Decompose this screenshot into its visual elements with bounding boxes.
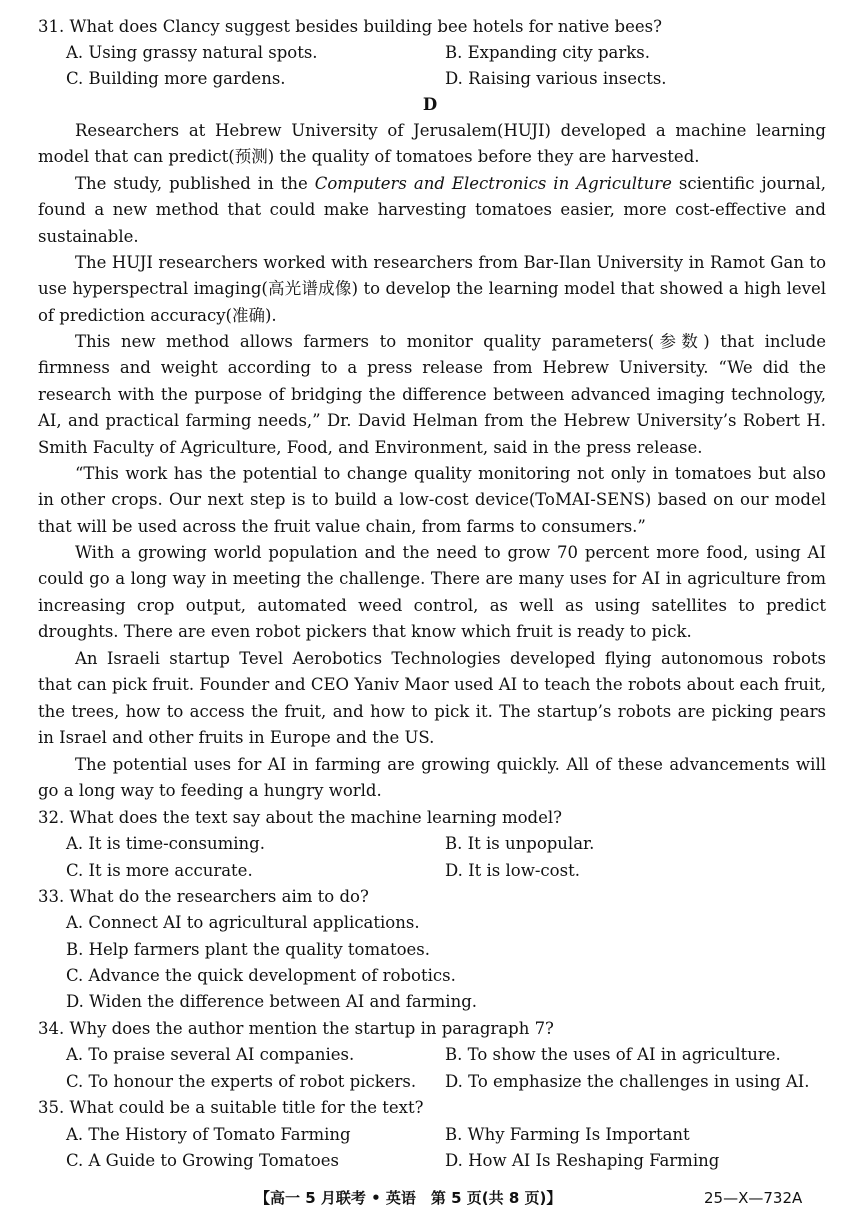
q33-option-a: A. Connect AI to agricultural applications. xyxy=(66,913,420,932)
passage-paragraph-6: With a growing world population and the need to grow 70 percent more food, using AI could go a long way in meeting the challenge. There are many uses for AI in agriculture from increasing crop output, automated weed control, as well as using satellites to predict droughts. There are even robot pickers that know which fruit is ready to pick. xyxy=(38,543,826,642)
passage-paragraph-7: An Israeli startup Tevel Aerobotics Technologies developed flying autonomous robots that can pick fruit. Founder and CEO Yaniv Maor used AI to teach the robots about each fruit, the trees, how to access the fruit, and how to pick it. The startup’s robots are picking pears in Israel and other fruits in Europe and the US. xyxy=(38,649,826,748)
passage-paragraph-1: Researchers at Hebrew University of Jerusalem(HUJI) developed a machine learning model that can predict(预测) the quality of tomatoes before they are harvested. xyxy=(38,121,826,167)
page-footer-code: 25—X—732A xyxy=(704,1189,803,1207)
q33-option-c: C. Advance the quick development of robotics. xyxy=(66,966,456,985)
q31-option-d: D. Raising various insects. xyxy=(445,69,667,88)
q34-option-d: D. To emphasize the challenges in using AI. xyxy=(445,1072,810,1091)
q32-option-b: B. It is unpopular. xyxy=(445,834,595,853)
q31-option-a: A. Using grassy natural spots. xyxy=(66,43,318,62)
paragraph-2-text-start: The study, published in the xyxy=(75,174,315,193)
section-label: D xyxy=(422,95,438,114)
q34-option-b: B. To show the uses of AI in agriculture. xyxy=(445,1045,781,1064)
q35-option-c: C. A Guide to Growing Tomatoes xyxy=(66,1151,339,1170)
q33-option-b: B. Help farmers plant the quality tomatoes. xyxy=(66,940,431,959)
passage-paragraph-2 xyxy=(38,171,826,250)
passage-paragraph-4: This new method allows farmers to monitor quality parameters(参数) that include firmness and weight according to a press release from Hebrew University. “We did the research with the purpose of bridging the difference between advanced imaging technology, AI, and practical farming needs,” Dr. David Helman from the Hebrew University’s Robert H. Smith Faculty of Agriculture, Food, and Environment, said in the press release. xyxy=(38,332,826,457)
paragraph-2-text-end: scientific journal, found a new method that could make harvesting tomatoes easier, more cost-effective and sustainable. xyxy=(38,174,826,246)
journal-name: Computers and Electronics in Agriculture xyxy=(314,174,672,193)
passage-paragraph-8: The potential uses for AI in farming are growing quickly. All of these advancements will go a long way to feeding a hungry world. xyxy=(38,755,826,801)
q34-option-c: C. To honour the experts of robot pickers. xyxy=(66,1072,417,1091)
q35-option-a: A. The History of Tomato Farming xyxy=(66,1125,351,1144)
q31-option-b: B. Expanding city parks. xyxy=(445,43,650,62)
passage-paragraph-3: The HUJI researchers worked with researchers from Bar-Ilan University in Ramot Gan to use hyperspectral imaging(高光谱成像) to develop the learning model that showed a high level of prediction accuracy(准确). xyxy=(38,253,826,325)
passage-paragraph-5: “This work has the potential to change quality monitoring not only in tomatoes but also in other crops. Our next step is to build a low-cost device(ToMAI-SENS) based on our model that will be used across the fruit value chain, from farms to consumers.” xyxy=(38,464,826,536)
q32-option-d: D. It is low-cost. xyxy=(445,861,580,880)
q35-option-b: B. Why Farming Is Important xyxy=(445,1125,690,1144)
q35-option-d: D. How AI Is Reshaping Farming xyxy=(445,1151,720,1170)
question-33: 33. What do the researchers aim to do? xyxy=(38,887,369,906)
q32-option-c: C. It is more accurate. xyxy=(66,861,253,880)
question-34: 34. Why does the author mention the startup in paragraph 7? xyxy=(38,1019,554,1038)
question-32: 32. What does the text say about the machine learning model? xyxy=(38,808,562,827)
q32-option-a: A. It is time-consuming. xyxy=(66,834,265,853)
question-31: 31. What does Clancy suggest besides building bee hotels for native bees? xyxy=(38,17,662,36)
q31-option-c: C. Building more gardens. xyxy=(66,69,286,88)
q34-option-a: A. To praise several AI companies. xyxy=(66,1045,355,1064)
question-35: 35. What could be a suitable title for the text? xyxy=(38,1098,424,1117)
page-footer-title: 【高一 5 月联考 • 英语 第 5 页(共 8 页)】 xyxy=(255,1189,562,1207)
q33-option-d: D. Widen the difference between AI and farming. xyxy=(66,992,478,1011)
